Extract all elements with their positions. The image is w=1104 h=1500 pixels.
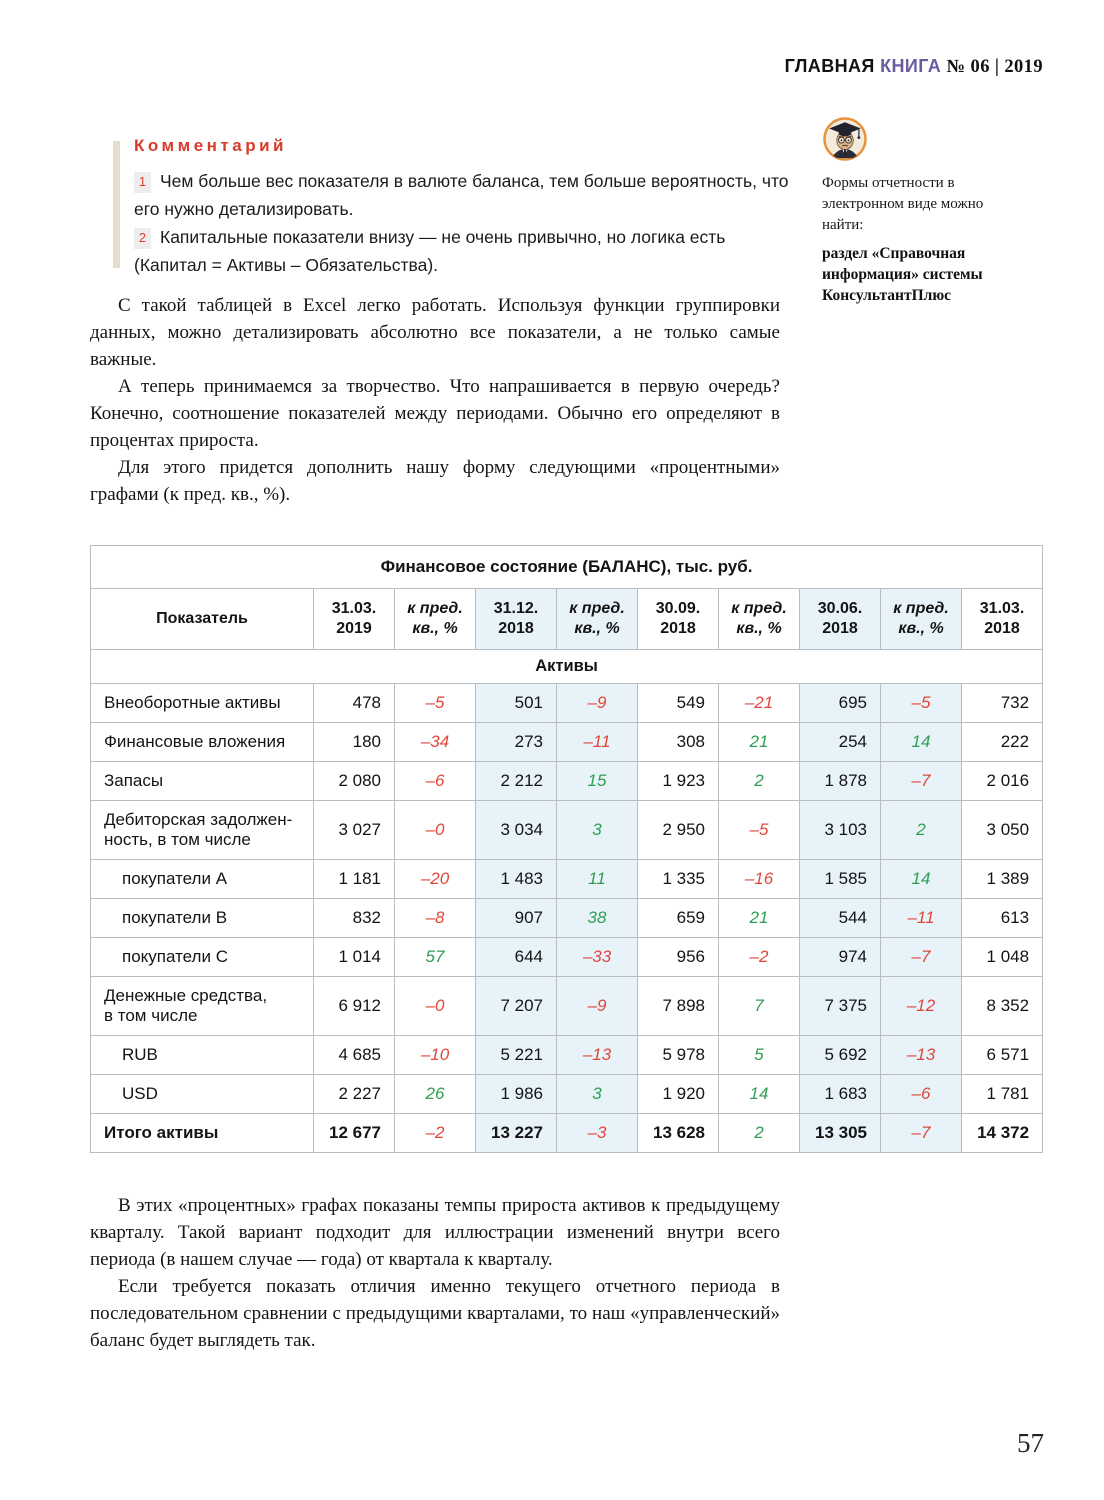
column-header: 30.09. 2018 [638, 589, 719, 650]
body-text-top [90, 292, 780, 508]
percent-cell: –3 [557, 1114, 638, 1153]
percent-cell: –8 [395, 899, 476, 938]
value-cell: 1 014 [314, 938, 395, 977]
value-cell: 6 912 [314, 977, 395, 1036]
percent-cell: –10 [395, 1036, 476, 1075]
comment-item-2 [134, 223, 789, 279]
row-label: покупатели B [91, 899, 314, 938]
value-cell: 956 [638, 938, 719, 977]
table-row [91, 1075, 1043, 1114]
table-row [91, 589, 1043, 650]
comment-item-2-text: Капитальные показатели внизу — не очень привычно, но логика есть (Капитал = Активы – Обязательства). [134, 227, 726, 275]
paragraph: В этих «процентных» графах показаны темпы прироста активов к предыдущему кварталу. Такой вариант подходит для иллюстрации изменений внутри всего периода (в нашем случае — года) от квартала к кварталу. [90, 1195, 780, 1270]
professor-icon [822, 116, 868, 162]
table-row [91, 762, 1043, 801]
value-cell: 7 375 [800, 977, 881, 1036]
value-cell: 3 027 [314, 801, 395, 860]
value-cell: 1 986 [476, 1075, 557, 1114]
column-header: Показатель [91, 589, 314, 650]
percent-cell: –7 [881, 938, 962, 977]
value-cell: 7 207 [476, 977, 557, 1036]
value-cell: 273 [476, 723, 557, 762]
value-cell: 12 677 [314, 1114, 395, 1153]
value-cell: 1 920 [638, 1075, 719, 1114]
column-header: к пред. кв., % [719, 589, 800, 650]
sidebar-note-bold-text: раздел «Справочная информация» системы КонсультантПлюс [822, 245, 983, 304]
value-cell: 659 [638, 899, 719, 938]
column-header: к пред. кв., % [881, 589, 962, 650]
value-cell: 1 585 [800, 860, 881, 899]
sidebar-note-text: Формы отчетности в электронном виде можно найти: [822, 175, 984, 233]
table-row [91, 546, 1043, 589]
row-label: Внеоборотные активы [91, 684, 314, 723]
percent-cell: –33 [557, 938, 638, 977]
masthead-issue: № 06 | 2019 [946, 57, 1043, 77]
value-cell: 14 372 [962, 1114, 1043, 1153]
percent-cell: –2 [719, 938, 800, 977]
comment-title: Комментарий [134, 136, 287, 155]
column-header: 31.12. 2018 [476, 589, 557, 650]
percent-cell: –11 [557, 723, 638, 762]
table-row [91, 684, 1043, 723]
value-cell: 1 483 [476, 860, 557, 899]
percent-cell: 57 [395, 938, 476, 977]
percent-cell: –7 [881, 1114, 962, 1153]
value-cell: 613 [962, 899, 1043, 938]
percent-cell: –9 [557, 684, 638, 723]
value-cell: 2 212 [476, 762, 557, 801]
value-cell: 222 [962, 723, 1043, 762]
percent-cell: –34 [395, 723, 476, 762]
row-label: Итого активы [91, 1114, 314, 1153]
column-header: к пред. кв., % [557, 589, 638, 650]
value-cell: 254 [800, 723, 881, 762]
value-cell: 13 628 [638, 1114, 719, 1153]
value-cell: 1 683 [800, 1075, 881, 1114]
value-cell: 1 335 [638, 860, 719, 899]
percent-cell: –13 [557, 1036, 638, 1075]
value-cell: 832 [314, 899, 395, 938]
row-label: покупатели C [91, 938, 314, 977]
percent-cell: 38 [557, 899, 638, 938]
value-cell: 5 221 [476, 1036, 557, 1075]
comment-item-1-text: Чем больше вес показателя в валюте баланса, тем больше вероятность, что его нужно детализировать. [134, 171, 789, 219]
percent-cell: –20 [395, 860, 476, 899]
row-label: Денежные средства, в том числе [91, 977, 314, 1036]
page-number: 57 [1017, 1428, 1044, 1458]
value-cell: 732 [962, 684, 1043, 723]
row-label: покупатели A [91, 860, 314, 899]
percent-cell: –2 [395, 1114, 476, 1153]
percent-cell: –5 [395, 684, 476, 723]
value-cell: 2 080 [314, 762, 395, 801]
percent-cell: –6 [395, 762, 476, 801]
value-cell: 6 571 [962, 1036, 1043, 1075]
value-cell: 13 227 [476, 1114, 557, 1153]
value-cell: 4 685 [314, 1036, 395, 1075]
masthead [785, 56, 1043, 78]
value-cell: 1 389 [962, 860, 1043, 899]
value-cell: 2 950 [638, 801, 719, 860]
value-cell: 13 305 [800, 1114, 881, 1153]
section-header: Активы [91, 650, 1043, 684]
paragraph: С такой таблицей в Excel легко работать. Используя функции группировки данных, можно детализировать абсолютно все показатели, а не только самые важные. [90, 295, 780, 370]
table-row [91, 938, 1043, 977]
comment-item-1 [134, 167, 789, 223]
value-cell: 308 [638, 723, 719, 762]
value-cell: 5 692 [800, 1036, 881, 1075]
row-label: Дебиторская задолжен- ность, в том числе [91, 801, 314, 860]
masthead-title-black: ГЛАВНАЯ [784, 56, 875, 76]
row-label: RUB [91, 1036, 314, 1075]
percent-cell: 21 [719, 723, 800, 762]
table-row [91, 801, 1043, 860]
percent-cell: 14 [881, 860, 962, 899]
table-row [91, 1036, 1043, 1075]
percent-cell: 14 [881, 723, 962, 762]
table-row [91, 650, 1043, 684]
percent-cell: –13 [881, 1036, 962, 1075]
row-label: Запасы [91, 762, 314, 801]
value-cell: 7 898 [638, 977, 719, 1036]
value-cell: 3 034 [476, 801, 557, 860]
percent-cell: 2 [719, 762, 800, 801]
paragraph: А теперь принимаемся за творчество. Что напрашивается в первую очередь? Конечно, соотношение показателей между периодами. Обычно его определяют в процентах прироста. [90, 376, 780, 451]
column-header: 31.03. 2019 [314, 589, 395, 650]
value-cell: 974 [800, 938, 881, 977]
table-row [91, 1114, 1043, 1153]
percent-cell: –0 [395, 801, 476, 860]
percent-cell: 5 [719, 1036, 800, 1075]
value-cell: 5 978 [638, 1036, 719, 1075]
value-cell: 3 050 [962, 801, 1043, 860]
table-row [91, 899, 1043, 938]
value-cell: 907 [476, 899, 557, 938]
percent-cell: 2 [881, 801, 962, 860]
table-row [91, 977, 1043, 1036]
percent-cell: –7 [881, 762, 962, 801]
percent-cell: 14 [719, 1075, 800, 1114]
comment-accent-bar [113, 141, 120, 268]
sidebar-note-block [822, 116, 1020, 306]
value-cell: 549 [638, 684, 719, 723]
value-cell: 544 [800, 899, 881, 938]
percent-cell: 3 [557, 1075, 638, 1114]
value-cell: 644 [476, 938, 557, 977]
percent-cell: 15 [557, 762, 638, 801]
body-text-bottom [90, 1192, 780, 1354]
value-cell: 2 016 [962, 762, 1043, 801]
percent-cell: –12 [881, 977, 962, 1036]
footnote-number-badge: 2 [134, 228, 151, 249]
percent-cell: –11 [881, 899, 962, 938]
percent-cell: –5 [881, 684, 962, 723]
paragraph: Если требуется показать отличия именно текущего отчетного периода в последовательном сравнении с предыдущими кварталами, то наш «управленческий» баланс будет выглядеть так. [90, 1276, 780, 1351]
value-cell: 478 [314, 684, 395, 723]
balance-table [90, 545, 1043, 1153]
column-header: к пред. кв., % [395, 589, 476, 650]
percent-cell: 26 [395, 1075, 476, 1114]
value-cell: 2 227 [314, 1075, 395, 1114]
value-cell: 695 [800, 684, 881, 723]
value-cell: 1 048 [962, 938, 1043, 977]
value-cell: 1 878 [800, 762, 881, 801]
percent-cell: 3 [557, 801, 638, 860]
value-cell: 501 [476, 684, 557, 723]
percent-cell: –16 [719, 860, 800, 899]
footnote-number-badge: 1 [134, 172, 151, 193]
row-label: USD [91, 1075, 314, 1114]
percent-cell: –21 [719, 684, 800, 723]
row-label: Финансовые вложения [91, 723, 314, 762]
table-title: Финансовое состояние (БАЛАНС), тыс. руб. [91, 546, 1043, 589]
value-cell: 1 181 [314, 860, 395, 899]
column-header: 31.03. 2018 [962, 589, 1043, 650]
percent-cell: 11 [557, 860, 638, 899]
percent-cell: –9 [557, 977, 638, 1036]
table-row [91, 723, 1043, 762]
masthead-title-purple: КНИГА [880, 56, 942, 76]
value-cell: 3 103 [800, 801, 881, 860]
comment-block [113, 136, 789, 279]
percent-cell: –0 [395, 977, 476, 1036]
percent-cell: 7 [719, 977, 800, 1036]
percent-cell: –6 [881, 1075, 962, 1114]
column-header: 30.06. 2018 [800, 589, 881, 650]
percent-cell: 21 [719, 899, 800, 938]
percent-cell: –5 [719, 801, 800, 860]
paragraph: Для этого придется дополнить нашу форму следующими «процентными» графами (к пред. кв., %). [90, 457, 780, 505]
table-row [91, 860, 1043, 899]
value-cell: 1 923 [638, 762, 719, 801]
value-cell: 1 781 [962, 1075, 1043, 1114]
value-cell: 8 352 [962, 977, 1043, 1036]
value-cell: 180 [314, 723, 395, 762]
percent-cell: 2 [719, 1114, 800, 1153]
